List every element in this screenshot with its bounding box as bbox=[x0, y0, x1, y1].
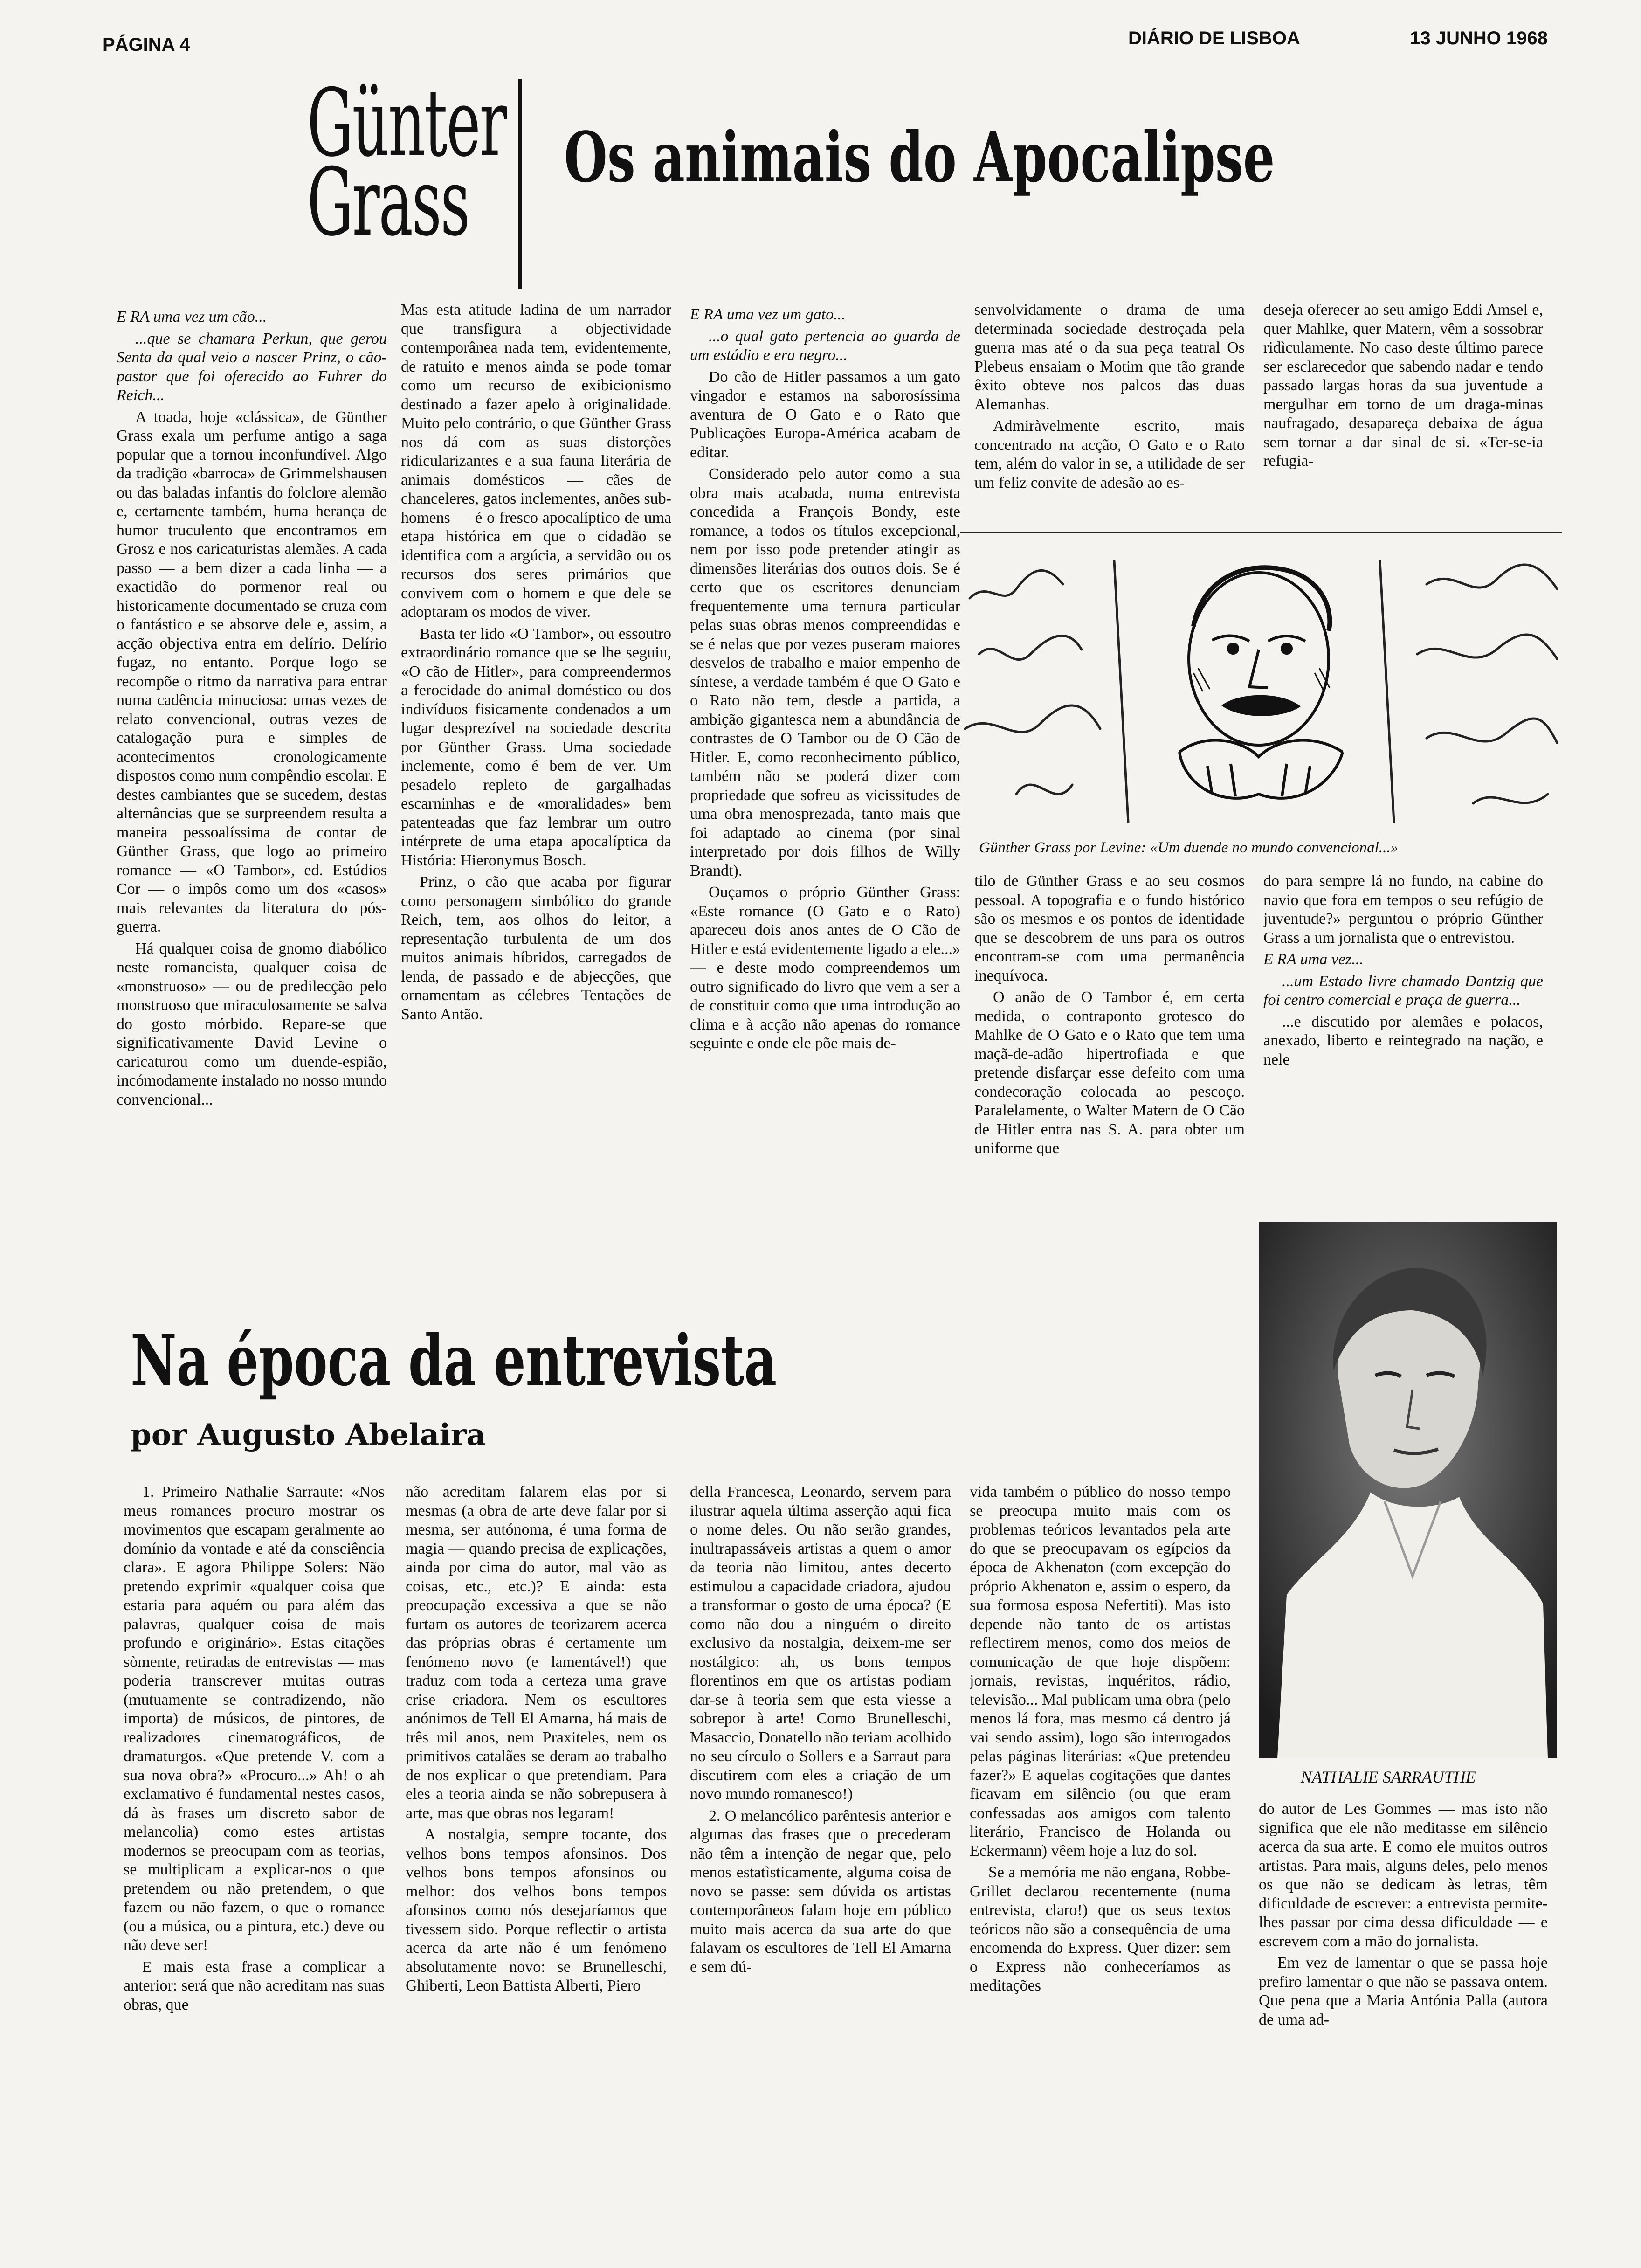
paragraph: deseja oferecer ao seu amigo Eddi Amsel e, quer Mahlke, quer Matern, vêm a sossobrar ridìculamente. No caso deste último parece ser esclarecedor que sabendo nadar e tendo passado largas horas da sua juventude a mergulhar em torno de um draga-minas naufragado, desapareça debaixa de água sem tornar a dar sinal de si. «Ter-se-ia refugia- bbox=[1263, 301, 1543, 470]
article2-column-2 bbox=[406, 1483, 667, 2066]
paragraph: E mais esta frase a complicar a anterior: será que não acreditam nas suas obras, que bbox=[124, 1958, 385, 2013]
paragraph: ...o qual gato pertencia ao guarda de um estádio e era negro... bbox=[690, 327, 960, 364]
paragraph: ...um Estado livre chamado Dantzig que foi centro comercial e praça de guerra... bbox=[1263, 972, 1543, 1009]
paragraph: O anão de O Tambor é, em certa medida, o contraponto grotesco do Mahlke de O Gato e o Rato que tem uma maçã-de-adão hipertrofiada e que pretende disfarçar esse defeito com uma condecoração colocada ao pescoço. Paralelamente, o Walter Matern de O Cão de Hitler entra nas S. A. para obter um uniforme que bbox=[974, 989, 1245, 1157]
paragraph: tilo de Günther Grass e ao seu cosmos pessoal. A topografia e o fundo histórico são os mesmos e os pontos de identidade que se descobrem de uns para os outros encontram-se com uma permanência inequívoca. bbox=[974, 872, 1245, 984]
paragraph: senvolvidamente o drama de uma determinada sociedade destroçada pela guerra mas até o da sua peça teatral Os Plebeus ensaiam o Motim que tão grande êxito obteve nos palcos das duas Alemanhas. bbox=[974, 301, 1245, 413]
paragraph: Há qualquer coisa de gnomo diabólico neste romancista, qualquer coisa de «monstruoso» — ou de predilecção pelo monstruoso que miraculosamente se salva do gosto mórbido. Repare-se que significativamente David Levine o caricaturou como um duende-espião, incómodamente instalado no nosso mundo convencional... bbox=[117, 940, 387, 1108]
issue-date: 13 JUNHO 1968 bbox=[1410, 28, 1548, 48]
paragraph: della Francesca, Leonardo, servem para ilustrar aquela última asserção aqui fica o nome deles. Ou não serão grandes, inultrapassáveis artistas a quem o amor da teoria não limitou, antes decerto estimulou a capacidade criadora, ajudou a transformar o gosto de uma época? (E como não dou a ninguém o direito exclusivo da nostalgia, deixem-me ser nostálgico: ah, os bons tempos florentinos em que os artistas podiam dar-se à teoria sem que esta viesse a sobrepor à arte! Como Brunelleschi, Masaccio, Donatello não teriam acolhido no seu círculo o Sollers e a Sarraut para discutirem com eles a criação de um novo mundo romanesco!) bbox=[690, 1483, 951, 1803]
article2-byline: por Augusto Abelaira bbox=[131, 1418, 486, 1452]
article1-column-5-top bbox=[1263, 301, 1543, 515]
caricature-drawing bbox=[960, 533, 1562, 831]
levine-caricature-illustration bbox=[960, 532, 1562, 836]
article2-column-4 bbox=[970, 1483, 1231, 2066]
illustration-caption: Günther Grass por Levine: «Um duende no mundo convencional...» bbox=[979, 839, 1399, 856]
paragraph: não acreditam falarem elas por si mesmas (a obra de arte deve falar por si mesma, ser autónoma, é uma forma de magia — quando precisa de explicações, ainda por cima do autor, mal vão as coisas, etc., etc.)? E ainda: esta preocupação excessiva a que se não furtam os autores de teorizarem acerca das próprias obras é certamente um fenómeno novo (e lamentável!) que traduz com toda a certeza uma grave crise criadora. Nem os escultores anónimos de Tell El Amarna, há mais de três mil anos, nem Praxiteles, nem os primitivos catalães se deram ao trabalho de nos explicar o que pretendiam. Para eles a teoria ainda se não sobrepusera à arte, mas que obras nos legaram! bbox=[406, 1483, 667, 1822]
article1-title: Os animais do Apocalipse bbox=[564, 117, 1275, 198]
header-divider bbox=[518, 79, 522, 289]
paragraph: Do cão de Hitler passamos a um gato vingador e estamos na saborosíssima aventura de O Gato e o Rato que Publicações Europa-América acabam de editar. bbox=[690, 368, 960, 461]
article2-title: Na época da entrevista bbox=[131, 1320, 777, 1402]
article1-opening: E RA uma vez um cão... bbox=[117, 308, 267, 325]
paragraph: Ouçamos o próprio Günther Grass: «Este romance (O Gato e o Rato) apareceu dois anos antes de O Cão de Hitler e está evidentemente ligado a ele...» — e deste modo compreendemos um outro significado do livro que vem a ser a de constituir como que uma introdução ao clima e à acção não apenas do romance seguinte e onde ele põe mais de- bbox=[690, 884, 960, 1052]
nathalie-sarraute-photo bbox=[1259, 1222, 1557, 1758]
portrait-image bbox=[1259, 1222, 1557, 1758]
paragraph: 1. Primeiro Nathalie Sarraute: «Nos meus romances procuro mostrar os movimentos que escapam geralmente ao domínio da vontade e até da consciência clara». E agora Philippe Solers: Não pretendo exprimir «qualquer coisa que estaria para aquém ou para além das palavras, qualquer coisa de mais profundo e originário». Estas citações sòmente, retiradas de entrevistas — mas poderia transcrever muitas outras (mutuamente se contradizendo, não importa) de músicos, de pintores, de realizadores cinematográficos, de dramaturgos. «Que pretende V. com a sua nova obra?» «Procuro...» Ah! o ah exclamativo é fundamental nestes casos, dá às frases um discreto sabor de melancolia) como estes artistas modernos se preocupam com as teorias, se multiplicam a explicar-nos o que pretendem ou não pretendem, o que fazem ou não fazem, o que o romance (ou a música, ou a pintura, etc.) deve ou não deve ser! bbox=[124, 1483, 385, 1954]
paragraph: do autor de Les Gommes — mas isto não significa que ele não meditasse em silêncio acerca da sua arte. E como ele muitos outros artistas. Para mais, alguns deles, pelo menos os que não se dedicam às letras, têm dificuldade de escrever: a entrevista permite-lhes passar por cima dessa dificuldade — e escrevem com a mão do jornalista. bbox=[1259, 1800, 1548, 1950]
paragraph: Em vez de lamentar o que se passa hoje prefiro lamentar o que não se passava ontem. Que pena que a Maria Antónia Palla (autora de uma ad- bbox=[1259, 1954, 1548, 2028]
article1-column-3 bbox=[690, 305, 960, 1184]
paragraph: A nostalgia, sempre tocante, dos velhos bons tempos afonsinos. Dos velhos bons tempos afonsinos ou melhor: dos velhos bons tempos afonsinos como nós desejaríamos que tivessem sido. Porque reflectir o artista acerca da arte não é um fenómeno absolutamente novo: se Brunelleschi, Ghiberti, Leon Battista Alberti, Piero bbox=[406, 1826, 667, 1994]
paragraph: Basta ter lido «O Tambor», ou essoutro extraordinário romance que se lhe seguiu, «O cão de Hitler», para compreendermos a ferocidade do animal doméstico ou dos indivíduos fisicamente condenados a um lugar desprezível na sociedade descrita por Günther Grass. Uma sociedade inclemente, como é bem de ver. Um pesadelo repleto de gargalhadas escarninhas e de «moralidades» bem patenteadas que faz lembrar um outro intérprete de uma etapa apocalíptica da História: Hieronymus Bosch. bbox=[401, 625, 671, 869]
article1-column-4-top bbox=[974, 301, 1245, 515]
paragraph: Se a memória me não engana, Robbe-Grillet declarou recentemente (numa entrevista, claro!) que os seus textos teóricos não são a consequência de uma encomenda do Express. Quer dizer: sem o Express não conheceríamos as meditações bbox=[970, 1864, 1231, 1994]
article1-column-5-bottom bbox=[1263, 872, 1543, 1184]
article1-opening: E RA uma vez... bbox=[1263, 951, 1364, 968]
masthead bbox=[103, 28, 1548, 61]
paragraph: vida também o público do nosso tempo se preocupa muito mais com os problemas teóricos levantados pela arte do que se preocupavam os egípcios da época de Akhenaton (com excepção do próprio Akhenaton e, assim o espero, da sua formosa esposa Nefertiti). Mas isto depende não tanto de os artistas reflectirem menos, como dos meios de comunicação de que hoje dispõem: jornais, revistas, inquéritos, rádio, televisão... Mal publicam uma obra (pelo menos lá fora, mas mesmo cá dentro já vai sendo assim), logo são interrogados pelas páginas literárias: «Que pretendeu fazer?» E aquelas cogitações que dantes ficavam em silêncio (ou que eram confessadas aos amigos com talento literário, Francisco de Holanda ou Eckermann) vêem hoje a luz do sol. bbox=[970, 1483, 1231, 1860]
article1-column-1 bbox=[117, 308, 387, 1184]
paragraph: Considerado pelo autor como a sua obra mais acabada, numa entrevista concedida a François Bondy, este romance, a todos os títulos excepcional, nem por isso pode pretender atingir as dimensões literárias dos outros dois. Se é certo que os escritores denunciam frequentemente uma ternura particular pelas suas obras menos compreendidas e se é nelas que por vezes puseram maiores desvelos de trabalho e maior empenho de síntese, a verdade também é que O Gato e o Rato não tem, desde a partida, a ambição gigantesca nem a abundância de contrastes de O Tambor ou de O Cão de Hitler. E, como reconhecimento público, também não se poderá dizer com propriedade que sofreu as vicissitudes de uma obra menosprezada, tanto mais que foi adaptado ao cinema (por sinal interpretado por dois filhos de Willy Brandt). bbox=[690, 465, 960, 879]
paragraph: Admiràvelmente escrito, mais concentrado na acção, O Gato e o Rato tem, além do valor in se, a utilidade de ser um feliz convite de adesão ao es- bbox=[974, 417, 1245, 491]
paragraph: ...que se chamara Perkun, que gerou Senta da qual veio a nascer Prinz, o cão-pastor que foi oferecido ao Fuhrer do Reich... bbox=[117, 330, 387, 404]
page-label: PÁGINA 4 bbox=[103, 35, 190, 55]
article2-column-3 bbox=[690, 1483, 951, 2066]
paragraph: Mas esta atitude ladina de um narrador que transfigura a objectividade contemporânea nada tem, evidentemente, de ratuito e menos ainda se pode tomar como um recurso de exibicionismo destinado a fazer apelo à originalidade. Muito pelo contrário, o que Günther Grass nos dá com as suas distorções ridicularizantes e a sua fauna literária de animais domésticos — cães de chanceleres, gatos inclementes, anões sub-homens — é o fresco apocalíptico de uma etapa histórica em que o cidadão se identifica com a argúcia, a servidão ou os recursos dos seres primários que convivem com o homem e que dele se adoptaram os modos de viver. bbox=[401, 301, 671, 621]
article1-opening: E RA uma vez um gato... bbox=[690, 306, 846, 323]
paragraph: do para sempre lá no fundo, na cabine do navio que fora em tempos o seu refúgio de juventude?» perguntou o próprio Günther Grass a um jornalista que o entrevistou. bbox=[1263, 872, 1543, 947]
article1-column-2 bbox=[401, 301, 671, 1184]
paper-name: DIÁRIO DE LISBOA bbox=[1128, 28, 1300, 48]
article2-column-1 bbox=[124, 1483, 385, 2066]
paragraph: 2. O melancólico parêntesis anterior e algumas das frases que o precederam não têm a intenção de negar que, pelo menos estatìsticamente, alguma coisa de novo se passe: sem dúvida os artistas contemporâneos falam hoje em público muito mais acerca da sua arte do que falavam os escultores de Tell El Amarna e sem dú- bbox=[690, 1807, 951, 1976]
article1-column-4-bottom bbox=[974, 872, 1245, 1184]
paragraph: A toada, hoje «clássica», de Günther Grass exala um perfume antigo a saga popular que a tornou inconfundível. Algo da tradição «barroca» de Grimmelshausen ou das baladas infantis do folclore alemão e, certamente também, huma herança de humor truculento que encontramos em Grosz e nos caricaturistas alemães. A cada passo — a bem dizer a cada linha — a exactidão do pormenor real ou historicamente documentado se cruza com o fantástico e se absorve dele e, assim, a acção objectiva entra em delírio. Delírio fugaz, no entanto. Porque logo se recompõe o ritmo da narrativa para entrar numa cadência minuciosa: umas vezes de relato convencional, outras vezes de catalogação pura e simples de acontecimentos cronologicamente dispostos como num compêndio escolar. E destes cambiantes que se sucedem, destas alternâncias que se surpreendem resulta a maneira pessoalíssima de contar de Günther Grass, que logo ao primeiro romance — «O Tambor», ed. Estúdios Cor — o impôs como um dos «casos» mais relevantes da literatura do pós-guerra. bbox=[117, 408, 387, 935]
paragraph: Prinz, o cão que acaba por figurar como personagem simbólico do grande Reich, tem, aos olhos do leitor, a representação turbulenta de um dos muitos animais híbridos, carregados de lenda, de passado e de abjecções, que ornamentam as célebres Tentações de Santo Antão. bbox=[401, 873, 671, 1023]
paragraph: ...e discutido por alemães e polacos, anexado, liberto e reintegrado na nação, e nele bbox=[1263, 1013, 1543, 1068]
article1-author: Günter Grass bbox=[307, 69, 506, 257]
photo-caption: NATHALIE SARRAUTHE bbox=[1301, 1768, 1476, 1786]
article2-column-5 bbox=[1259, 1800, 1548, 2070]
